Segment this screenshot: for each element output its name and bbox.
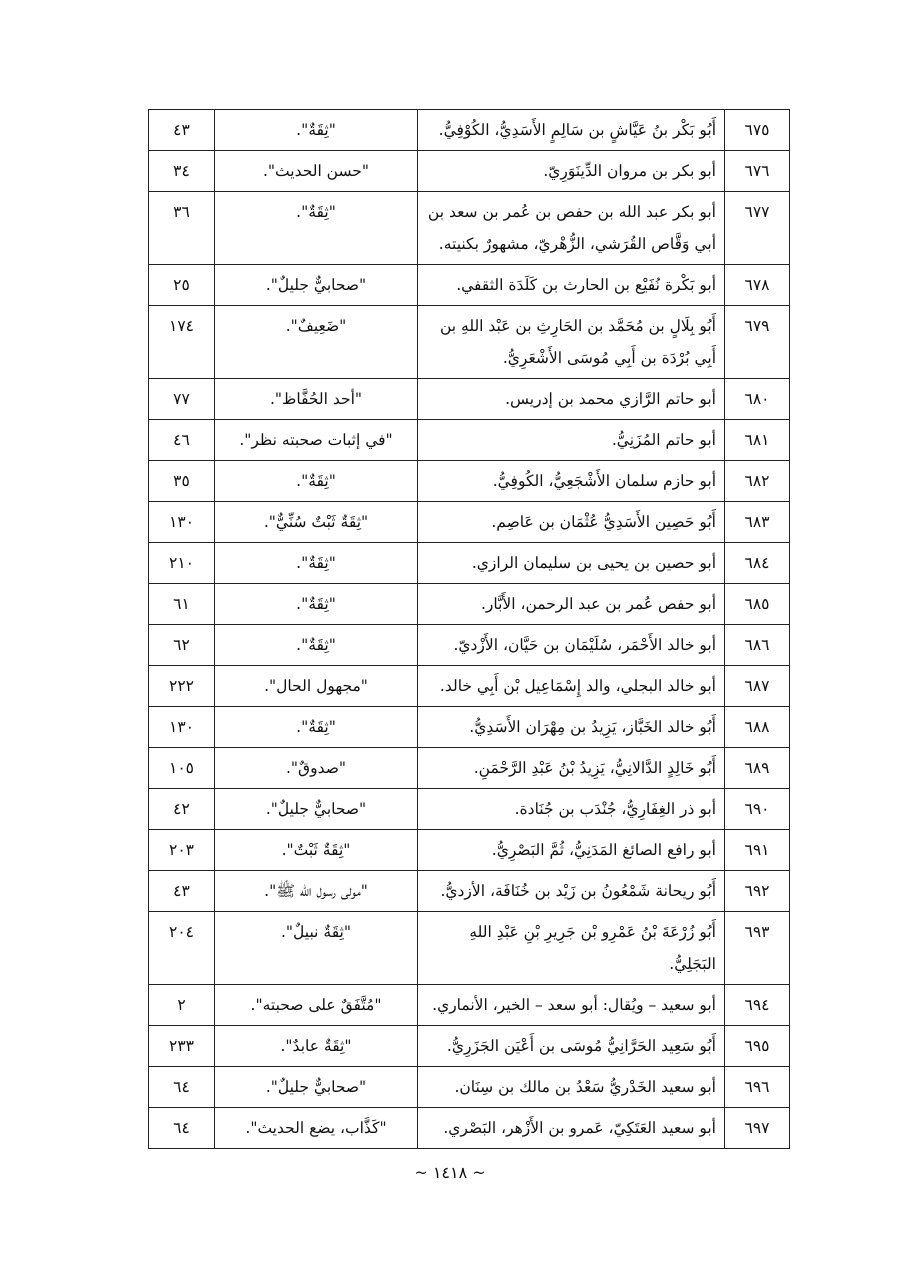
narrator-name-cell: أبو خالد البجلي، والد إِسْمَاعِيل بْن أَبِي خالد. xyxy=(418,666,725,707)
entry-number-cell: ٦٨٧ xyxy=(725,666,790,707)
grade-cell: "ثِقَةٌ". xyxy=(215,543,418,584)
page-ref-cell: ٦٤ xyxy=(149,1108,215,1149)
page-ref-cell: ٢١٠ xyxy=(149,543,215,584)
page-ref-cell: ٢٠٣ xyxy=(149,830,215,871)
narrator-name-cell: أبو حفص عُمر بن عبد الرحمن، الأَبَّار. xyxy=(418,584,725,625)
table-row xyxy=(149,985,790,1026)
entry-number-cell: ٦٨٠ xyxy=(725,379,790,420)
table-row xyxy=(149,265,790,306)
table-row xyxy=(149,584,790,625)
grade-cell: "ثِقَةٌ". xyxy=(215,192,418,265)
page-ref-cell: ٣٥ xyxy=(149,461,215,502)
grade-cell: "مجهول الحال". xyxy=(215,666,418,707)
grade-cell: "ثِقَةٌ ثَبْتٌ". xyxy=(215,830,418,871)
narrator-name-cell: أبو حازم سلمان الأَشْجَعِيُّ، الكُوفِيُّ. xyxy=(418,461,725,502)
table-row xyxy=(149,192,790,265)
table-row xyxy=(149,748,790,789)
page-ref-cell: ١٠٥ xyxy=(149,748,215,789)
page-ref-cell: ٢ xyxy=(149,985,215,1026)
grade-cell: "ثِقَةٌ عابدٌ". xyxy=(215,1026,418,1067)
entry-number-cell: ٦٨٩ xyxy=(725,748,790,789)
table-row xyxy=(149,1067,790,1108)
narrator-name-cell: أَبُو خَالِدٍ الدَّالانِيُّ، يَزِيدُ بْنُ عَبْدِ الرَّحْمَنِ. xyxy=(418,748,725,789)
table-row xyxy=(149,502,790,543)
narrator-name-cell: أَبُو بِلَالٍ بن مُحَمَّد بن الحَارِثِ بن عَبْد اللهِ بن أَبِي بُرْدَة بن أَبِي مُوسَى الأَشْعَرِيُّ. xyxy=(418,306,725,379)
entry-number-cell: ٦٨٥ xyxy=(725,584,790,625)
entry-number-cell: ٦٩٣ xyxy=(725,912,790,985)
page-ref-cell: ١٣٠ xyxy=(149,707,215,748)
grade-cell: "ثِقَةٌ". xyxy=(215,625,418,666)
table-row xyxy=(149,1026,790,1067)
narrator-name-cell: أبو حصين بن يحيى بن سليمان الرازي. xyxy=(418,543,725,584)
table-row xyxy=(149,461,790,502)
page-ref-cell: ١٧٤ xyxy=(149,306,215,379)
page-ref-cell: ٢٥ xyxy=(149,265,215,306)
grade-cell: "ضَعِيفٌ". xyxy=(215,306,418,379)
entry-number-cell: ٦٨٣ xyxy=(725,502,790,543)
grade-cell: "أحد الحُفَّاظ". xyxy=(215,379,418,420)
grade-cell: "مولى رسول الله ﷺ". xyxy=(215,871,418,912)
grade-cell: "حسن الحديث". xyxy=(215,151,418,192)
table-row xyxy=(149,912,790,985)
narrator-name-cell: أَبُو بَكْر بنُ عَيَّاشٍ بن سَالِمٍ الأَسَدِيُّ، الكُوْفِيُّ. xyxy=(418,110,725,151)
table-row xyxy=(149,707,790,748)
narrator-name-cell: أبو رافع الصائغ المَدَنِيُّ، ثُمَّ البَصْرِيُّ. xyxy=(418,830,725,871)
narrator-name-cell: أبو بَكْرة نُفَيْع بن الحارث بن كَلَدَة الثقفي. xyxy=(418,265,725,306)
entry-number-cell: ٦٩٦ xyxy=(725,1067,790,1108)
page-ref-cell: ٦٤ xyxy=(149,1067,215,1108)
table-row xyxy=(149,379,790,420)
page-ref-cell: ٣٦ xyxy=(149,192,215,265)
grade-cell: "صحابيٌّ جليلٌ". xyxy=(215,789,418,830)
entry-number-cell: ٦٩٠ xyxy=(725,789,790,830)
page-ref-cell: ٧٧ xyxy=(149,379,215,420)
page-ref-cell: ٣٤ xyxy=(149,151,215,192)
page-ref-cell: ٤٦ xyxy=(149,420,215,461)
narrator-name-cell: أَبُو حَصِين الأَسَدِيُّ عُثْمَان بن عَاصِم. xyxy=(418,502,725,543)
page-ref-cell: ٢٢٢ xyxy=(149,666,215,707)
grade-cell: "ثِقَةٌ". xyxy=(215,584,418,625)
grade-cell: "مُتَّفَقٌ على صحبته". xyxy=(215,985,418,1026)
grade-cell: "صحابيٌّ جليلٌ". xyxy=(215,265,418,306)
table-row xyxy=(149,306,790,379)
grade-cell: "ثِقَةٌ". xyxy=(215,707,418,748)
page-number: ~ ١٤١٨ ~ xyxy=(414,1163,486,1182)
entry-number-cell: ٦٨٢ xyxy=(725,461,790,502)
grade-cell: "صدوقٌ". xyxy=(215,748,418,789)
entry-number-cell: ٦٧٧ xyxy=(725,192,790,265)
narrator-name-cell: أبو بكر عبد الله بن حفص بن عُمر بن سعد بن أبي وَقَّاص القُرَشي، الزُّهْريّ، مشهورٌ بكنيته. xyxy=(418,192,725,265)
entry-number-cell: ٦٧٦ xyxy=(725,151,790,192)
narrators-table-body xyxy=(149,110,790,1149)
narrator-name-cell: أبو بكر بن مروان الدِّينَوَرِيّ. xyxy=(418,151,725,192)
narrator-name-cell: أَبُو خالد الخَبَّاز، يَزِيدُ بن مِهْرَان الأَسَدِيُّ. xyxy=(418,707,725,748)
grade-cell: "ثِقَةٌ نبيلٌ". xyxy=(215,912,418,985)
narrator-name-cell: أبو حاتم الرَّازي محمد بن إدريس. xyxy=(418,379,725,420)
entry-number-cell: ٦٧٩ xyxy=(725,306,790,379)
grade-cell: "ثِقَةٌ". xyxy=(215,461,418,502)
table-row xyxy=(149,420,790,461)
table-row xyxy=(149,830,790,871)
narrator-name-cell: أبو سعيد الخَدْريُّ سَعْدُ بن مالك بن سِنَان. xyxy=(418,1067,725,1108)
entry-number-cell: ٦٩٧ xyxy=(725,1108,790,1149)
table-row xyxy=(149,110,790,151)
narrators-table xyxy=(148,109,790,1149)
page-ref-cell: ٤٣ xyxy=(149,871,215,912)
entry-number-cell: ٦٧٨ xyxy=(725,265,790,306)
entry-number-cell: ٦٨١ xyxy=(725,420,790,461)
entry-number-cell: ٦٨٦ xyxy=(725,625,790,666)
table-row xyxy=(149,543,790,584)
narrator-name-cell: أبو ذر الغِفَارِيُّ، جُنْدَب بن جُنَادة. xyxy=(418,789,725,830)
table-row xyxy=(149,625,790,666)
narrator-name-cell: أبو سعيد – ويُقال: أبو سعد – الخير، الأنماري. xyxy=(418,985,725,1026)
grade-cell: "في إثبات صحبته نظر". xyxy=(215,420,418,461)
entry-number-cell: ٦٨٨ xyxy=(725,707,790,748)
table-row xyxy=(149,666,790,707)
entry-number-cell: ٦٧٥ xyxy=(725,110,790,151)
page-ref-cell: ٢٠٤ xyxy=(149,912,215,985)
table-row xyxy=(149,1108,790,1149)
page-ref-cell: ٢٣٣ xyxy=(149,1026,215,1067)
narrator-name-cell: أبو سعيد العَتَكِيّ، عَمرو بن الأَزْهر، البَصْري. xyxy=(418,1108,725,1149)
page-ref-cell: ٤٣ xyxy=(149,110,215,151)
entry-number-cell: ٦٩١ xyxy=(725,830,790,871)
entry-number-cell: ٦٨٤ xyxy=(725,543,790,584)
entry-number-cell: ٦٩٥ xyxy=(725,1026,790,1067)
page-ref-cell: ٦٢ xyxy=(149,625,215,666)
narrator-name-cell: أَبُو سَعِيد الحَرَّانِيُّ مُوسَى بن أَعْيَن الجَزَرِيُّ. xyxy=(418,1026,725,1067)
table-row xyxy=(149,871,790,912)
narrator-name-cell: أَبُو ريحانة شَمْعُونُ بن زَيْد بن خُنَافَة، الأزديُّ. xyxy=(418,871,725,912)
page-ref-cell: ٤٢ xyxy=(149,789,215,830)
entry-number-cell: ٦٩٤ xyxy=(725,985,790,1026)
grade-cell: "ثِقَةٌ". xyxy=(215,110,418,151)
narrator-name-cell: أبو حاتم المُزَنِيُّ. xyxy=(418,420,725,461)
narrator-name-cell: أبو خالد الأَحْمَر، سُلَيْمَان بن حَيَّان، الأَزْديّ. xyxy=(418,625,725,666)
grade-cell: "ثِقَةٌ ثَبْتٌ سُنِّيٌّ". xyxy=(215,502,418,543)
page-ref-cell: ٦١ xyxy=(149,584,215,625)
entry-number-cell: ٦٩٢ xyxy=(725,871,790,912)
page-ref-cell: ١٣٠ xyxy=(149,502,215,543)
grade-cell: "صحابيٌّ جليلٌ". xyxy=(215,1067,418,1108)
table-row xyxy=(149,151,790,192)
table-row xyxy=(149,789,790,830)
narrator-name-cell: أَبُو زُرْعَةَ بْنُ عَمْرِو بْن جَرِيرِ بْنِ عَبْدِ اللهِ البَجَلِيُّ. xyxy=(418,912,725,985)
grade-cell: "كَذَّاب، يضع الحديث". xyxy=(215,1108,418,1149)
